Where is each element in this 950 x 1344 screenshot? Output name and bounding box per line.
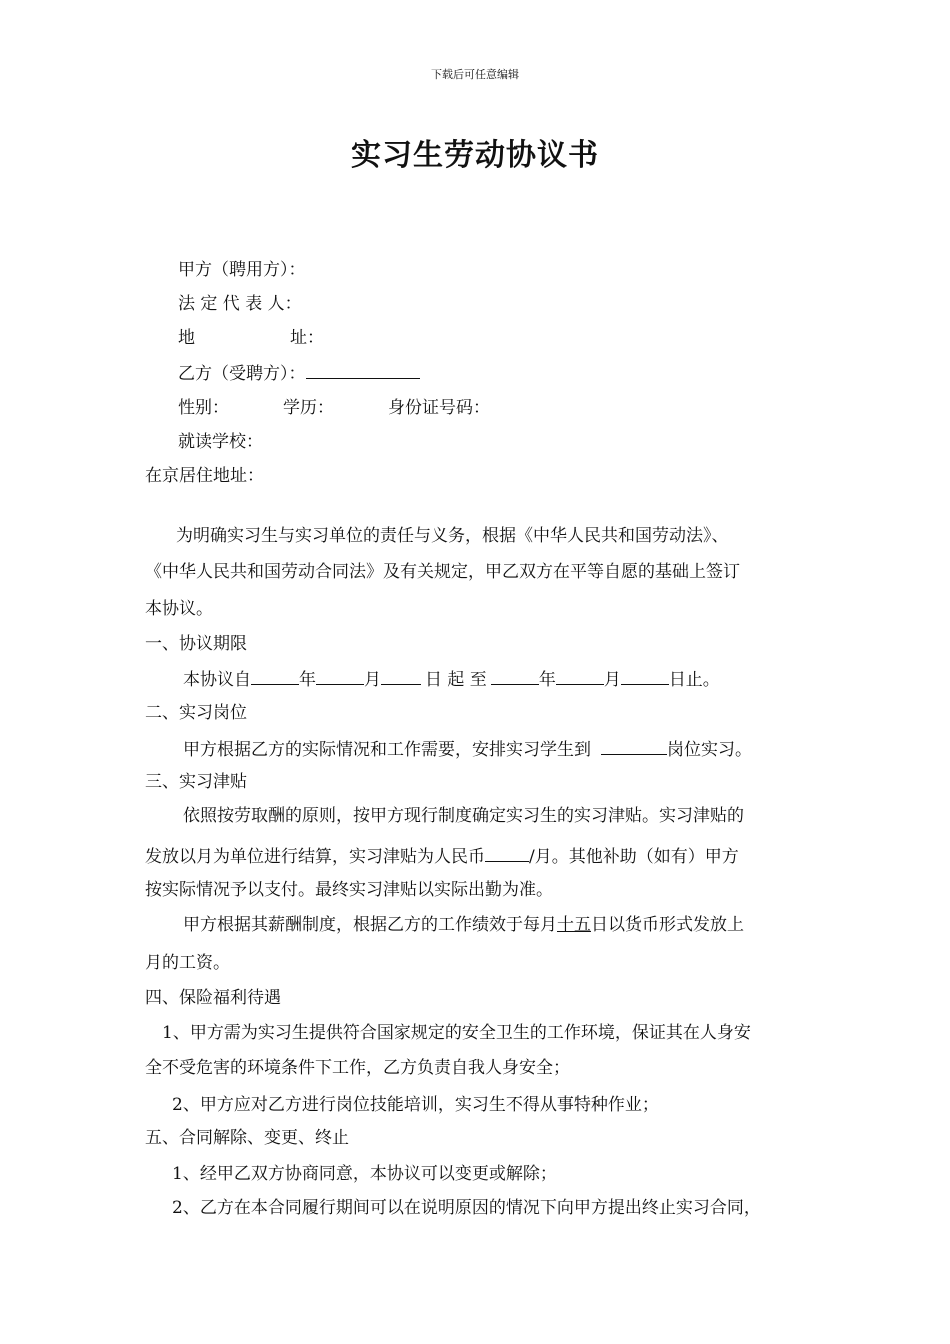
term-text-6: 月 — [603, 670, 621, 690]
term-text-7: 日止。 — [668, 670, 720, 690]
term-text-3: 月 — [364, 670, 381, 690]
section-1-heading: 一、协议期限 — [145, 634, 247, 654]
intro-line-1: 为明确实习生与实习单位的责任与义务，根据《中华人民共和国劳动法》、 — [176, 526, 729, 546]
header-note: 下载后可任意编辑 — [431, 68, 519, 81]
payday-line-2: 月的工资。 — [145, 953, 230, 973]
allowance-text-a: 发放以月为单位进行结算，实习津贴为人民币 — [145, 847, 485, 867]
residence-field: 在京居住地址： — [145, 466, 264, 486]
section-4-heading: 四、保险福利待遇 — [145, 988, 281, 1008]
address-field-right: 址： — [290, 328, 324, 348]
payday-date: 十五 — [557, 915, 591, 935]
party-b-label: 乙方（受聘方）： — [178, 364, 306, 384]
term-blank — [491, 666, 539, 685]
allowance-text-b: /月。其他补助（如有）甲方 — [529, 847, 739, 867]
document-title: 实习生劳动协议书 — [351, 138, 599, 173]
term-blank — [316, 666, 364, 685]
party-a-field: 甲方（聘用方）： — [178, 260, 306, 280]
term-text-2: 年 — [299, 670, 316, 690]
position-blank — [601, 736, 667, 755]
position-line — [183, 736, 752, 762]
term-blank — [251, 666, 299, 685]
welfare-line-3: 2、甲方应对乙方进行岗位技能培训，实习生不得从事特种作业； — [172, 1095, 659, 1115]
term-blank — [381, 666, 421, 685]
payday-line — [183, 913, 744, 937]
section-5-heading: 五、合同解除、变更、终止 — [145, 1128, 349, 1148]
intro-line-2: 《中华人民共和国劳动合同法》及有关规定，甲乙双方在平等自愿的基础上签订 — [145, 562, 740, 582]
termination-line-2: 2、乙方在本合同履行期间可以在说明原因的情况下向甲方提出终止实习合同， — [172, 1198, 761, 1218]
welfare-line-1: 1、甲方需为实习生提供符合国家规定的安全卫生的工作环境，保证其在人身安 — [162, 1023, 751, 1043]
term-text-4: 日 起 至 — [425, 670, 487, 690]
party-b-blank — [306, 360, 420, 379]
allowance-amount-blank — [485, 843, 529, 862]
allowance-line-2 — [145, 843, 739, 869]
allowance-line-3: 按实际情况予以支付。最终实习津贴以实际出勤为准。 — [145, 880, 553, 900]
section-3-heading: 三、实习津贴 — [145, 772, 247, 792]
position-text-1: 甲方根据乙方的实际情况和工作需要，安排实习学生到 — [183, 740, 591, 760]
id-number-field: 身份证号码： — [388, 398, 490, 418]
position-text-2: 岗位实习。 — [667, 740, 752, 760]
term-text-1: 本协议自 — [183, 670, 251, 690]
term-line — [183, 666, 720, 692]
section-2-heading: 二、实习岗位 — [145, 703, 247, 723]
party-b-field — [178, 360, 420, 386]
legal-rep-field: 法 定 代 表 人： — [178, 294, 302, 314]
term-blank — [621, 666, 669, 685]
payday-text-a: 甲方根据其薪酬制度，根据乙方的工作绩效于每月 — [183, 915, 557, 935]
welfare-line-2: 全不受危害的环境条件下工作，乙方负责自我人身安全； — [145, 1058, 570, 1078]
intro-line-3: 本协议。 — [145, 599, 213, 619]
payday-text-c: 日以货币形式发放上 — [591, 915, 744, 935]
education-field: 学历： — [283, 398, 334, 418]
termination-line-1: 1、经甲乙双方协商同意，本协议可以变更或解除； — [172, 1164, 557, 1184]
school-field: 就读学校： — [178, 432, 263, 452]
address-field-left: 地 — [178, 328, 195, 348]
term-blank — [556, 666, 604, 685]
gender-field: 性别： — [178, 398, 229, 418]
allowance-line-1: 依照按劳取酬的原则，按甲方现行制度确定实习生的实习津贴。实习津贴的 — [183, 806, 744, 826]
term-text-5: 年 — [538, 670, 556, 690]
